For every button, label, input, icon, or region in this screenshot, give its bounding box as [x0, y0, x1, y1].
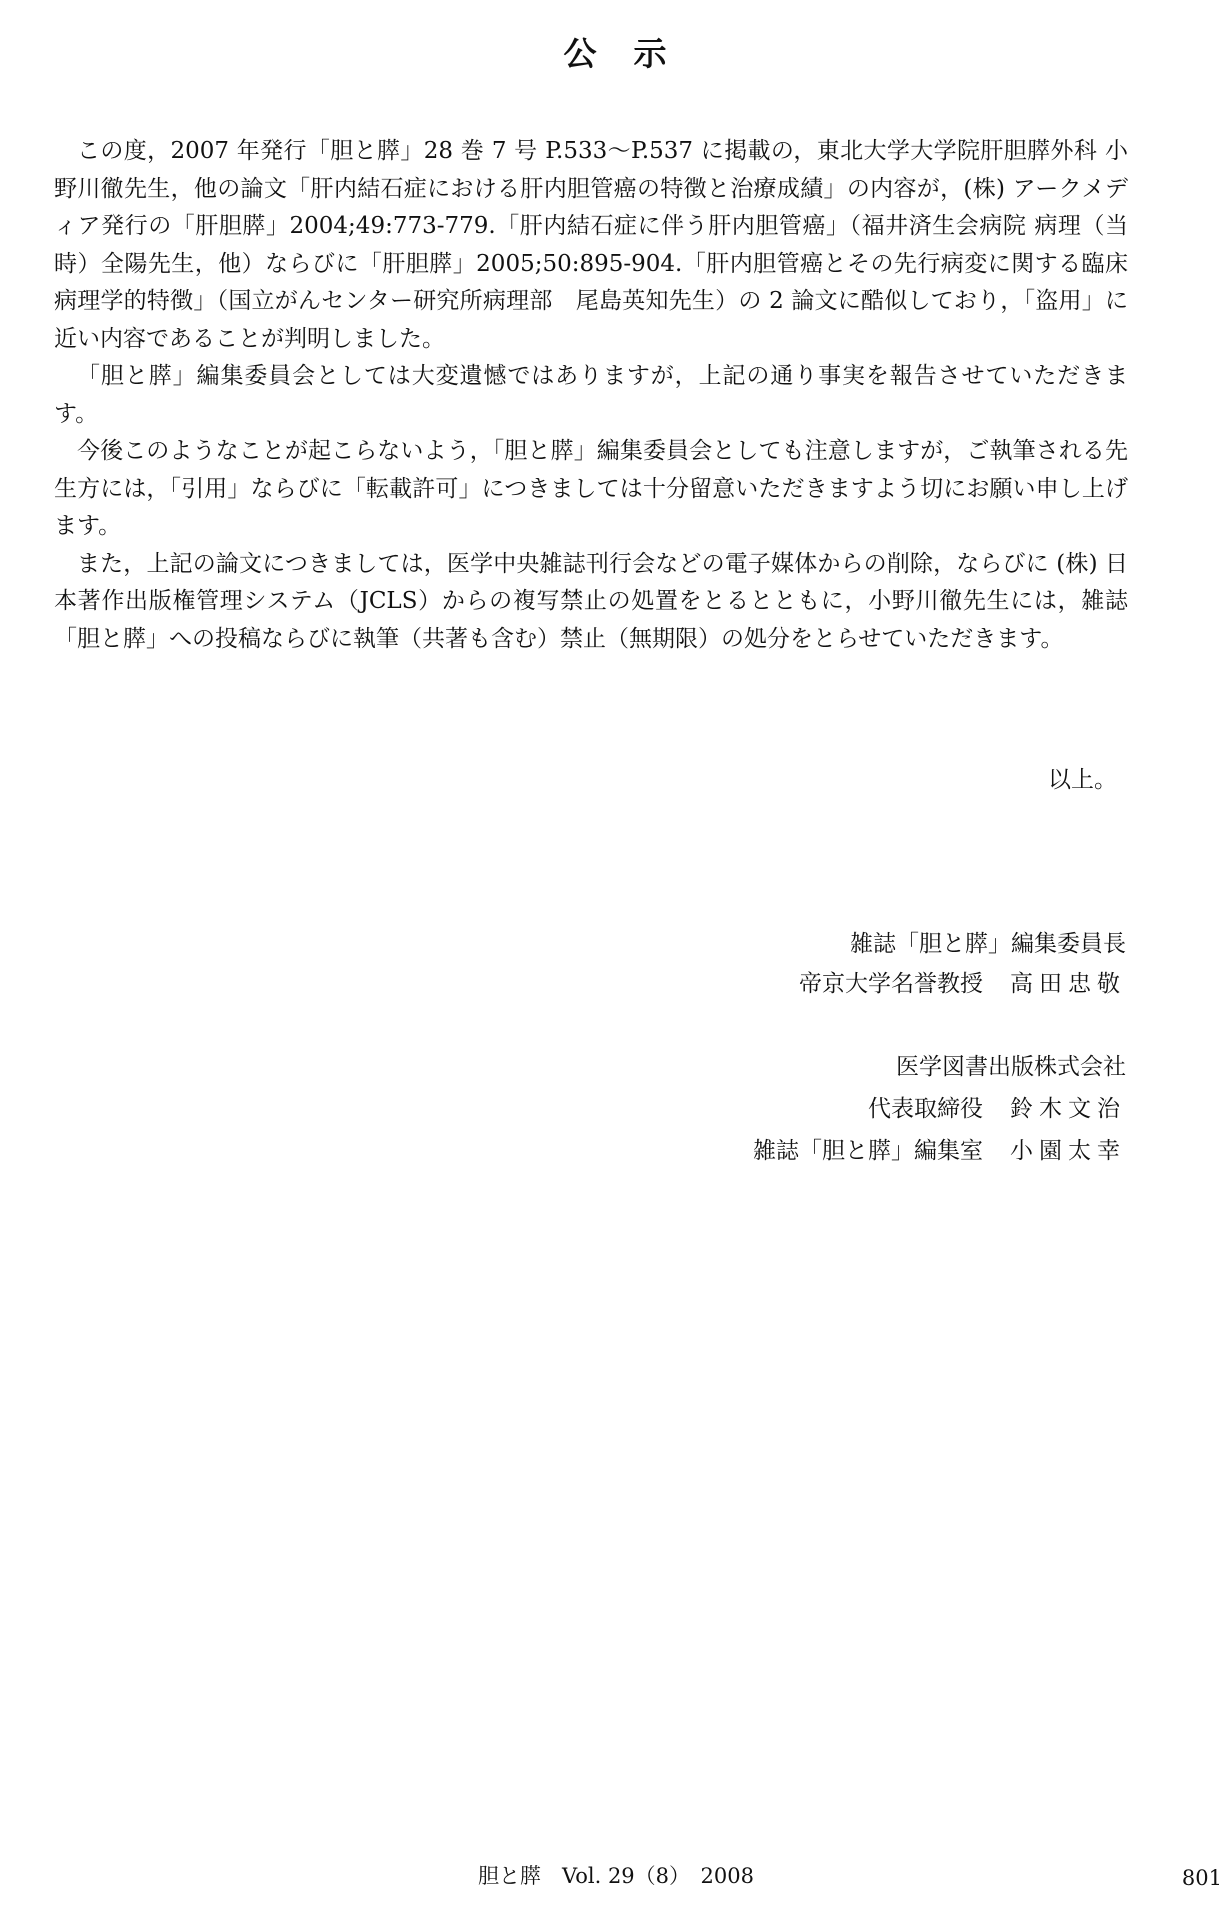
- paragraph-2: 「胆と膵」編集委員会としては大変遺憾ではありますが，上記の通り事実を報告させていただきます。: [54, 363, 1129, 427]
- editor-affiliation: 帝京大学名誉教授: [799, 971, 983, 997]
- notice-body: [54, 133, 1128, 658]
- editorial-office-role: 雑誌「胆と膵」編集室: [753, 1138, 983, 1164]
- journal-footer: 胆と膵 Vol. 29（8） 2008: [478, 1864, 754, 1888]
- page-number: 801: [1181, 1866, 1222, 1890]
- paragraph-1: この度，2007 年発行「胆と膵」28 巻 7 号 P.533〜P.537 に掲載の，東北大学大学院肝胆膵外科 小野川徹先生，他の論文「肝内結石症における肝内胆管癌の特徴と治療成績」の内容が，(株) アークメディア発行の「肝胆膵」2004;49:773-779.「肝内結石症に伴う肝内胆管癌」（福井済生会病院 病理（当時）全陽先生，他）ならびに「肝胆膵」2005;50:895-904.「肝内胆管癌とその先行病変に関する臨床病理学的特徴」（国立がんセンター研究所病理部 尾島英知先生）の 2 論文に酷似しており，「盗用」に近い内容であることが判明しました。: [54, 138, 1128, 352]
- representative-name: 鈴木文治: [1010, 1096, 1126, 1122]
- editorial-office-signature: [753, 1132, 1126, 1165]
- publisher-company: 医学図書出版株式会社: [896, 1054, 1126, 1080]
- editor-signature: [799, 965, 1126, 998]
- closing-text: 以上。: [1048, 767, 1117, 793]
- editor-role: 雑誌「胆と膵」編集委員長: [850, 931, 1126, 957]
- paragraph-4: また，上記の論文につきましては，医学中央雑誌刊行会などの電子媒体からの削除，ならびに (株) 日本著作出版権管理システム（JCLS）からの複写禁止の処置をとるとともに，小野川徹先生には，雑誌「胆と膵」への投稿ならびに執筆（共著も含む）禁止（無期限）の処分をとらせていただきます。: [54, 550, 1128, 652]
- notice-title: 公 示: [563, 34, 669, 73]
- editorial-office-name: 小園太幸: [1010, 1138, 1126, 1164]
- representative-role: 代表取締役: [868, 1096, 983, 1122]
- representative-signature: [868, 1090, 1126, 1123]
- editor-name: 高田忠敬: [1010, 971, 1126, 997]
- paragraph-3: 今後このようなことが起こらないよう，「胆と膵」編集委員会としても注意しますが，ご執筆される先生方には，「引用」ならびに「転載許可」につきましては十分留意いただきますよう切にお願い申し上げます。: [54, 438, 1128, 539]
